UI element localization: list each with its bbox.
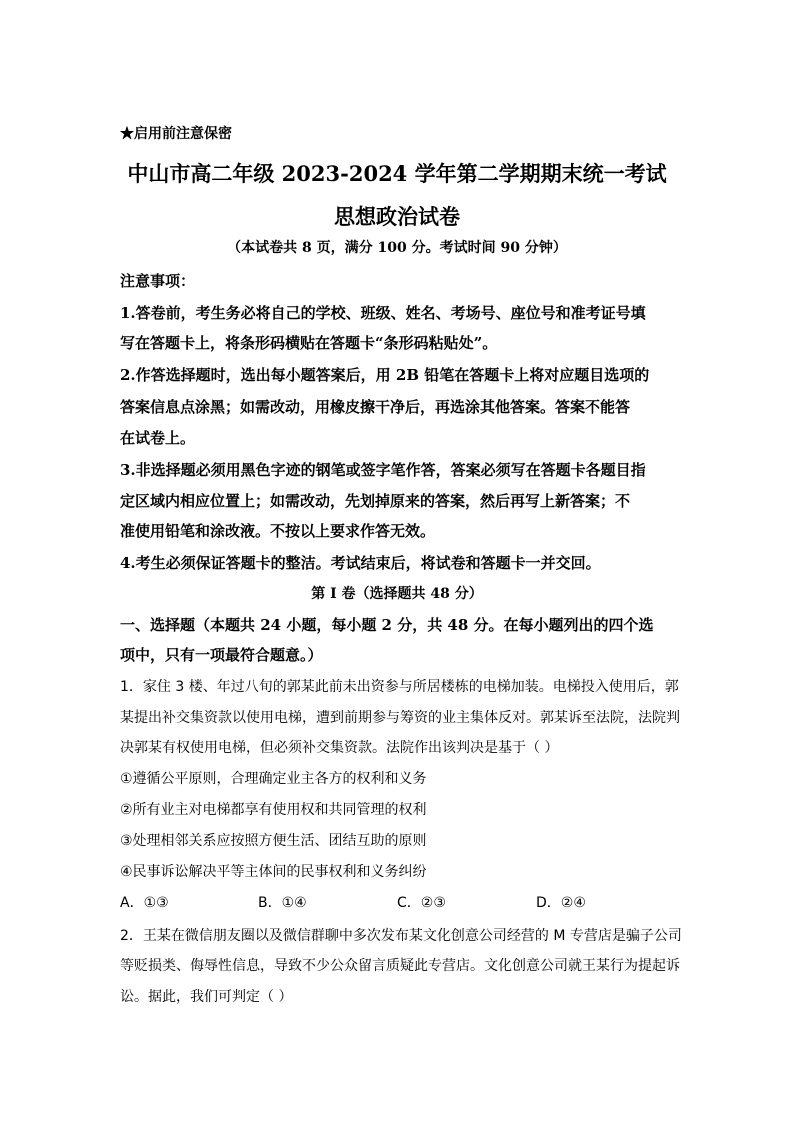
- q1-option-b: B．①④: [258, 895, 307, 911]
- notes-line: 1.答卷前，考生务必将自己的学校、班级、姓名、考场号、座位号和准考证号填: [120, 304, 646, 322]
- q2-stem-line: 等贬损类、侮辱性信息，导致不少公众留言质疑此专营店。文化创意公司就王某行为提起诉: [120, 958, 680, 974]
- section-heading: 一、选择题（本题共 24 小题，每小题 2 分，共 48 分。在每小题列出的四个选: [120, 616, 654, 634]
- q1-statement: ②所有业主对电梯都享有使用权和共同管理的权利: [120, 802, 427, 818]
- q1-option-d: D．②④: [536, 895, 586, 911]
- q1-stem-line: 1．家住 3 楼、年过八旬的郭某此前未出资参与所居楼栋的电梯加装。电梯投入使用后，郭: [120, 679, 679, 695]
- subject-title: 思想政治试卷: [334, 204, 460, 229]
- q1-stem-line: 决郭某有权使用电梯，但必须补交集资款。法院作出该判决是基于（ ）: [120, 740, 559, 756]
- q2-stem-line: 讼。据此，我们可判定（ ）: [120, 989, 293, 1005]
- exam-info: （本试卷共 8 页，满分 100 分。考试时间 90 分钟）: [227, 240, 567, 256]
- exam-title: 中山市高二年级 2023-2024 学年第二学期期末统一考试: [127, 161, 667, 186]
- q1-statement: ④民事诉讼解决平等主体间的民事权利和义务纠纷: [120, 864, 427, 880]
- section-heading: 项中，只有一项最符合题意。）: [120, 646, 323, 664]
- part1-title: 第 I 卷（选择题共 48 分）: [311, 586, 483, 602]
- notes-line: 2.作答选择题时，选出每小题答案后，用 2B 铅笔在答题卡上将对应题目选项的: [120, 366, 650, 384]
- notes-heading: 注意事项：: [120, 272, 196, 290]
- q1-statement: ③处理相邻关系应按照方便生活、团结互助的原则: [120, 833, 427, 849]
- notes-line: 准使用铅笔和涂改液。不按以上要求作答无效。: [120, 522, 436, 540]
- q1-statement: ①遵循公平原则，合理确定业主各方的权利和义务: [120, 771, 427, 787]
- q1-option-a: A．①③: [120, 895, 169, 911]
- q1-stem-line: 某提出补交集资款以使用电梯，遭到前期参与筹资的业主集体反对。郭某诉至法院，法院判: [120, 710, 680, 726]
- notes-line: 答案信息点涂黑；如需改动，用橡皮擦干净后，再选涂其他答案。答案不能答: [120, 398, 631, 416]
- notes-line: 3.非选择题必须用黑色字迹的钢笔或签字笔作答，答案必须写在答题卡各题目指: [120, 461, 646, 479]
- confidential-mark: ★启用前注意保密: [120, 126, 232, 142]
- notes-line: 在试卷上。: [120, 429, 196, 447]
- notes-line: 4.考生必须保证答题卡的整洁。考试结束后，将试卷和答题卡一并交回。: [120, 554, 601, 572]
- q1-option-c: C．②③: [397, 895, 446, 911]
- notes-line: 定区域内相应位置上；如需改动，先划掉原来的答案，然后再写上新答案；不: [120, 492, 631, 510]
- notes-line: 写在答题卡上，将条形码横贴在答题卡“条形码粘贴处”。: [120, 334, 498, 352]
- q2-stem-line: 2．王某在微信朋友圈以及微信群聊中多次发布某文化创意公司经营的 M 专营店是骗子公司: [120, 928, 682, 944]
